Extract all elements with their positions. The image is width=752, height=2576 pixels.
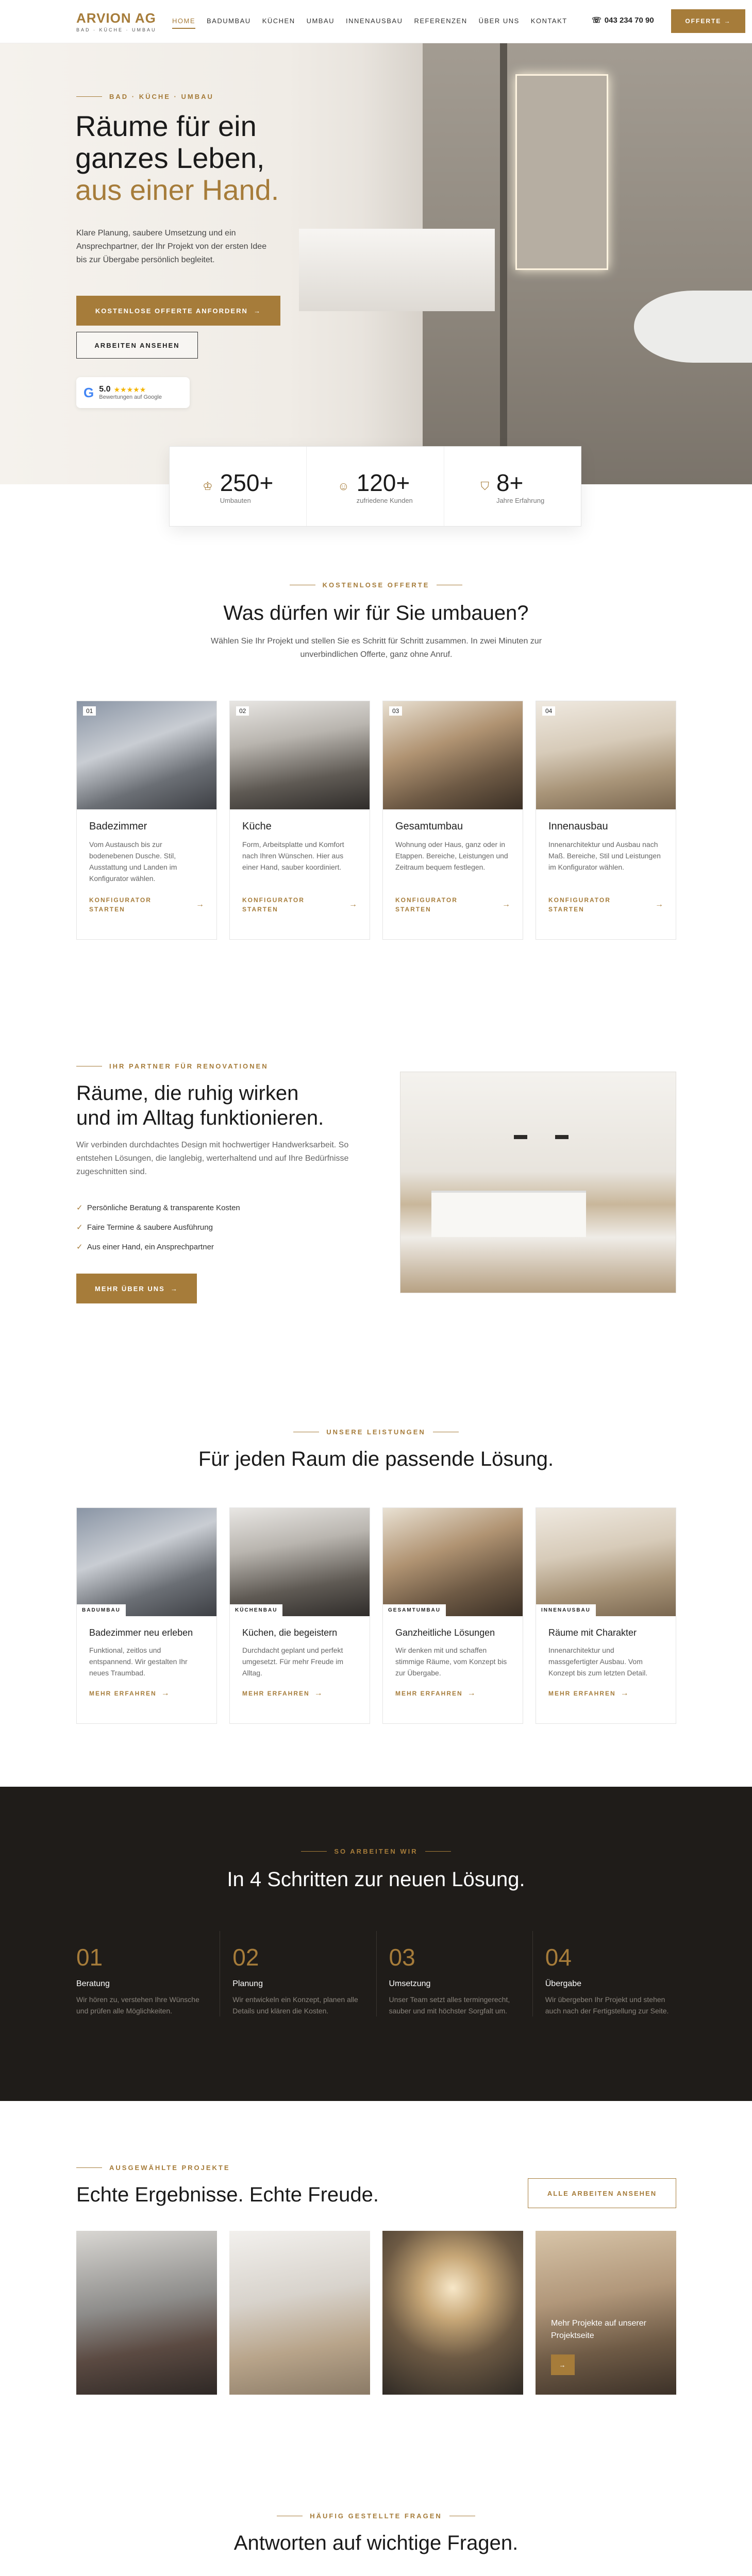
card-text: Innenarchitektur und Ausbau nach Maß. Bereiche, Stil und Leistungen im Konfigurator wählen.: [548, 840, 661, 871]
project-image-more[interactable]: [536, 2231, 676, 2395]
config-title: Was dürfen wir für Sie umbauen?: [223, 602, 529, 624]
nav-referenzen[interactable]: REFERENZEN: [414, 17, 467, 25]
about-more-label: MEHR ÜBER UNS: [94, 1284, 165, 1293]
config-card-full[interactable]: [382, 701, 523, 940]
projects-eyebrow-text: AUSGEWÄHLTE PROJEKTE: [109, 2164, 230, 2172]
service-card-image: [383, 1508, 523, 1616]
project-more-button[interactable]: [551, 2354, 575, 2375]
service-card-inner[interactable]: [536, 1507, 676, 1724]
service-link[interactable]: MEHR ERFAHREN: [242, 1690, 310, 1697]
header-offer-button[interactable]: [671, 9, 745, 33]
arrow-right-icon: →: [655, 900, 663, 909]
about-bullet-text: Faire Termine & saubere Ausführung: [87, 1223, 213, 1232]
nav-umbau[interactable]: UMBAU: [306, 17, 335, 25]
service-title: Ganzheitliche Lösungen: [395, 1628, 495, 1638]
config-eyebrow: [0, 581, 752, 589]
step-title: Übergabe: [545, 1979, 582, 1988]
about-eyebrow-text: IHR PARTNER FÜR RENOVATIONEN: [109, 1062, 269, 1070]
stat-label: Umbauten: [220, 496, 251, 504]
service-title: Badezimmer neu erleben: [89, 1628, 193, 1638]
nav-ueber-uns[interactable]: ÜBER UNS: [478, 17, 520, 25]
card-link[interactable]: KONFIGURATOR STARTEN: [89, 896, 152, 913]
arrow-right-icon: →: [559, 2361, 567, 2369]
hero-bathtub: [299, 229, 495, 311]
stat-label: zufriedene Kunden: [356, 496, 413, 504]
arrow-right-icon: →: [196, 900, 204, 909]
logo[interactable]: [76, 10, 157, 32]
step-number: 02: [232, 1944, 259, 1971]
service-card-image: [230, 1508, 370, 1616]
service-card-kitchen[interactable]: [229, 1507, 370, 1724]
arrow-right-icon: →: [349, 900, 357, 909]
service-tag: KÜCHENBAU: [230, 1604, 282, 1616]
header-phone[interactable]: [592, 15, 654, 25]
card-title: Gesamtumbau: [395, 821, 463, 832]
service-card-image: [77, 1508, 216, 1616]
step-number: 04: [545, 1944, 572, 1971]
project-image[interactable]: [229, 2231, 370, 2395]
step-number: 03: [389, 1944, 415, 1971]
about-bullet: [76, 1198, 240, 1218]
nav-kuechen[interactable]: KÜCHEN: [262, 17, 295, 25]
step-text: Wir übergeben Ihr Projekt und stehen auch nach der Fertigstellung zur Seite.: [545, 1995, 669, 2015]
about-bullet: [76, 1218, 240, 1238]
nav-home[interactable]: HOME: [172, 17, 195, 29]
service-title: Küchen, die begeistern: [242, 1628, 338, 1638]
hero-text: Klare Planung, saubere Umsetzung und ein Ansprechpartner, der Ihr Projekt von der ersten Idee bis zur Übergabe persönlich begleitet.: [76, 229, 267, 264]
logo-subtext: BAD · KÜCHE · UMBAU: [76, 27, 157, 32]
config-eyebrow-text: KOSTENLOSE OFFERTE: [322, 581, 430, 589]
about-title-line2: und im Alltag funktionieren.: [76, 1107, 324, 1129]
nav-badumbau[interactable]: BADUMBAU: [207, 17, 251, 25]
process-step: [377, 1931, 533, 2016]
step-number: 01: [76, 1944, 103, 1971]
hero-works-label: ARBEITEN ANSEHEN: [94, 341, 180, 349]
service-link[interactable]: MEHR ERFAHREN: [548, 1690, 616, 1697]
projects-gallery: [76, 2231, 676, 2395]
hero-offer-label: KOSTENLOSE OFFERTE ANFORDERN: [95, 307, 248, 315]
card-number: 03: [389, 706, 402, 716]
about-bullet: [76, 1238, 240, 1257]
shield-icon: ⛉: [480, 480, 489, 493]
card-title: Innenausbau: [548, 821, 608, 832]
hero-title-line2: ganzes Leben,: [75, 142, 265, 174]
service-text: Funktional, zeitlos und entspannend. Wir gestalten Ihr neues Traumbad.: [89, 1646, 188, 1677]
about-bullet-text: Aus einer Hand, ein Ansprechpartner: [87, 1243, 214, 1251]
check-icon: ✓: [76, 1243, 83, 1251]
pendant-lamp: [514, 1108, 527, 1139]
config-card-kitchen[interactable]: [229, 701, 370, 940]
service-text: Innenarchitektur und massgefertigter Ausbau. Vom Konzept bis zum letzten Detail.: [548, 1646, 648, 1677]
hero-glass-frame: [500, 43, 507, 484]
services-eyebrow-text: UNSERE LEISTUNGEN: [326, 1428, 426, 1436]
stat-item: [307, 447, 444, 526]
arrow-right-icon: →: [254, 307, 262, 315]
arrow-right-icon: →: [171, 1284, 179, 1293]
service-text: Wir denken mit und schaffen stimmige Räume, vom Konzept bis zur Übergabe.: [395, 1646, 507, 1677]
about-bullet-text: Persönliche Beratung & transparente Kosten: [87, 1204, 240, 1212]
step-title: Beratung: [76, 1979, 110, 1988]
card-link[interactable]: KONFIGURATOR STARTEN: [395, 896, 458, 913]
about-text: Wir verbinden durchdachtes Design mit hochwertiger Handwerksarbeit. So entstehen Lösungen, die langlebig, werterhaltend und auf Ihre Bedürfnisse zugeschnitten sind.: [76, 1141, 349, 1176]
about-kitchen-image: [400, 1072, 676, 1293]
projects-all-button[interactable]: [528, 2178, 676, 2208]
card-number: 04: [542, 706, 555, 716]
hero-offer-button[interactable]: [76, 296, 280, 326]
process-section: [0, 1787, 752, 2101]
kitchen-island: [431, 1191, 586, 1237]
service-text: Durchdacht geplant und perfekt umgesetzt. Für mehr Freude im Alltag.: [242, 1646, 344, 1677]
service-tag: INNENAUSBAU: [536, 1604, 596, 1616]
about-bullets: [76, 1198, 240, 1257]
stat-item: [444, 447, 581, 526]
step-text: Wir entwickeln ein Konzept, planen alle Details und klären die Kosten.: [232, 1995, 358, 2015]
site-header: [0, 0, 752, 43]
step-text: Unser Team setzt alles termingerecht, sauber und mit höchster Sorgfalt um.: [389, 1995, 510, 2015]
stats-bar: [169, 446, 581, 527]
pendant-lamp: [555, 1108, 569, 1139]
hero-title: [75, 110, 279, 206]
check-icon: ✓: [76, 1204, 83, 1212]
config-cards: [76, 701, 676, 940]
config-card-image: [383, 701, 523, 809]
logo-text: ARVION AG: [76, 10, 156, 26]
projects-all-label: ALLE ARBEITEN ANSEHEN: [547, 2189, 657, 2197]
arrow-right-icon: →: [314, 1689, 323, 1698]
header-offer-label: OFFERTE: [685, 18, 722, 25]
service-card-full[interactable]: [382, 1507, 523, 1724]
card-text: Wohnung oder Haus, ganz oder in Etappen. Bereiche, Leistungen und Zeitraum bequem festlegen.: [395, 840, 508, 871]
card-link[interactable]: KONFIGURATOR STARTEN: [548, 896, 611, 913]
service-card-bath[interactable]: [76, 1507, 217, 1724]
rating-text: Bewertungen auf Google: [99, 394, 162, 400]
card-link[interactable]: KONFIGURATOR STARTEN: [242, 896, 305, 913]
service-tag: GESAMTUMBAU: [383, 1604, 446, 1616]
projects-eyebrow: [76, 2164, 230, 2172]
card-title: Küche: [242, 821, 272, 832]
process-step: [220, 1931, 376, 2016]
arrow-right-icon: →: [467, 1689, 476, 1698]
hero-basin: [634, 291, 752, 363]
config-subtitle: Wählen Sie Ihr Projekt und stellen Sie es Schritt für Schritt zusammen. In zwei Minuten zur unverbindlichen Offerte, ganz ohne Anruf.: [210, 637, 542, 659]
project-image[interactable]: [382, 2231, 523, 2395]
config-card-bath[interactable]: [76, 701, 217, 940]
faq-eyebrow-text: HÄUFIG GESTELLTE FRAGEN: [310, 2512, 442, 2520]
stat-value: 120+: [356, 469, 410, 496]
stat-label: Jahre Erfahrung: [496, 496, 545, 504]
hero-eyebrow: [76, 93, 214, 100]
about-more-button[interactable]: [76, 1274, 197, 1303]
card-number: 02: [236, 706, 249, 716]
service-tag: BADUMBAU: [77, 1604, 126, 1616]
service-link[interactable]: MEHR ERFAHREN: [89, 1690, 157, 1697]
arrow-right-icon: →: [502, 900, 510, 909]
about-title: [76, 1081, 324, 1130]
hero-title-line1: Räume für ein: [75, 110, 257, 142]
step-title: Umsetzung: [389, 1979, 431, 1988]
check-icon: ✓: [76, 1223, 83, 1232]
faq-eyebrow: [0, 2512, 752, 2520]
service-card-image: [536, 1508, 676, 1616]
google-icon: G: [83, 384, 94, 400]
arrow-right-icon: →: [161, 1689, 170, 1698]
hero-eyebrow-text: BAD · KÜCHE · UMBAU: [109, 93, 214, 100]
services-cards: [76, 1507, 676, 1724]
config-card-image: [230, 701, 370, 809]
faq-title: Antworten auf wichtige Fragen.: [233, 2532, 519, 2554]
step-text: Wir hören zu, verstehen Ihre Wünsche und prüfen alle Möglichkeiten.: [76, 1995, 199, 2015]
header-phone-number: 043 234 70 90: [604, 15, 654, 25]
process-steps: [76, 1931, 676, 2016]
project-overlay-text: Mehr Projekte auf unserer Projektseite: [551, 2319, 646, 2340]
hero-works-button[interactable]: [76, 332, 198, 359]
card-text: Form, Arbeitsplatte und Komfort nach Ihren Wünschen. Hier aus einer Hand, sauber koordiniert.: [242, 840, 344, 871]
hero-section: [0, 43, 752, 484]
about-title-line1: Räume, die ruhig wirken: [76, 1082, 299, 1105]
rating-stars: ★★★★★: [113, 385, 146, 394]
hero-title-line3: aus einer Hand.: [75, 174, 279, 206]
hero-mirror: [515, 74, 608, 270]
phone-icon: ☏: [592, 16, 601, 25]
arrow-right-icon: →: [620, 1689, 629, 1698]
service-link[interactable]: MEHR ERFAHREN: [395, 1690, 463, 1697]
google-rating-badge[interactable]: [76, 377, 190, 408]
projects-title: Echte Ergebnisse. Echte Freude.: [76, 2183, 379, 2206]
services-title: Für jeden Raum die passende Lösung.: [198, 1448, 554, 1470]
card-text: Vom Austausch bis zur bodenebenen Dusche. Stil, Ausstattung und Landen im Konfigurator wählen.: [89, 840, 177, 883]
process-title: In 4 Schritten zur neuen Lösung.: [227, 1868, 525, 1891]
rating-value: 5.0: [99, 385, 111, 394]
about-eyebrow: [76, 1062, 269, 1070]
config-card-image: [536, 701, 676, 809]
config-card-image: [77, 701, 216, 809]
process-eyebrow-text: SO ARBEITEN WIR: [334, 1848, 418, 1855]
arrow-right-icon: →: [724, 18, 731, 25]
card-title: Badezimmer: [89, 821, 147, 832]
service-title: Räume mit Charakter: [548, 1628, 637, 1638]
trophy-icon: ♔: [202, 480, 213, 493]
nav-kontakt[interactable]: KONTAKT: [530, 17, 567, 25]
stat-value: 250+: [220, 469, 274, 496]
main-nav: [172, 17, 567, 29]
project-image[interactable]: [76, 2231, 217, 2395]
process-step: [533, 1931, 676, 2016]
stat-value: 8+: [496, 469, 524, 496]
config-card-inner[interactable]: [536, 701, 676, 940]
process-eyebrow: [0, 1848, 752, 1855]
people-icon: ☺: [338, 480, 349, 493]
stat-item: [170, 447, 307, 526]
services-eyebrow: [0, 1428, 752, 1436]
nav-innenausbau[interactable]: INNENAUSBAU: [346, 17, 403, 25]
step-title: Planung: [232, 1979, 263, 1988]
card-number: 01: [83, 706, 96, 716]
process-step: [76, 1931, 220, 2016]
